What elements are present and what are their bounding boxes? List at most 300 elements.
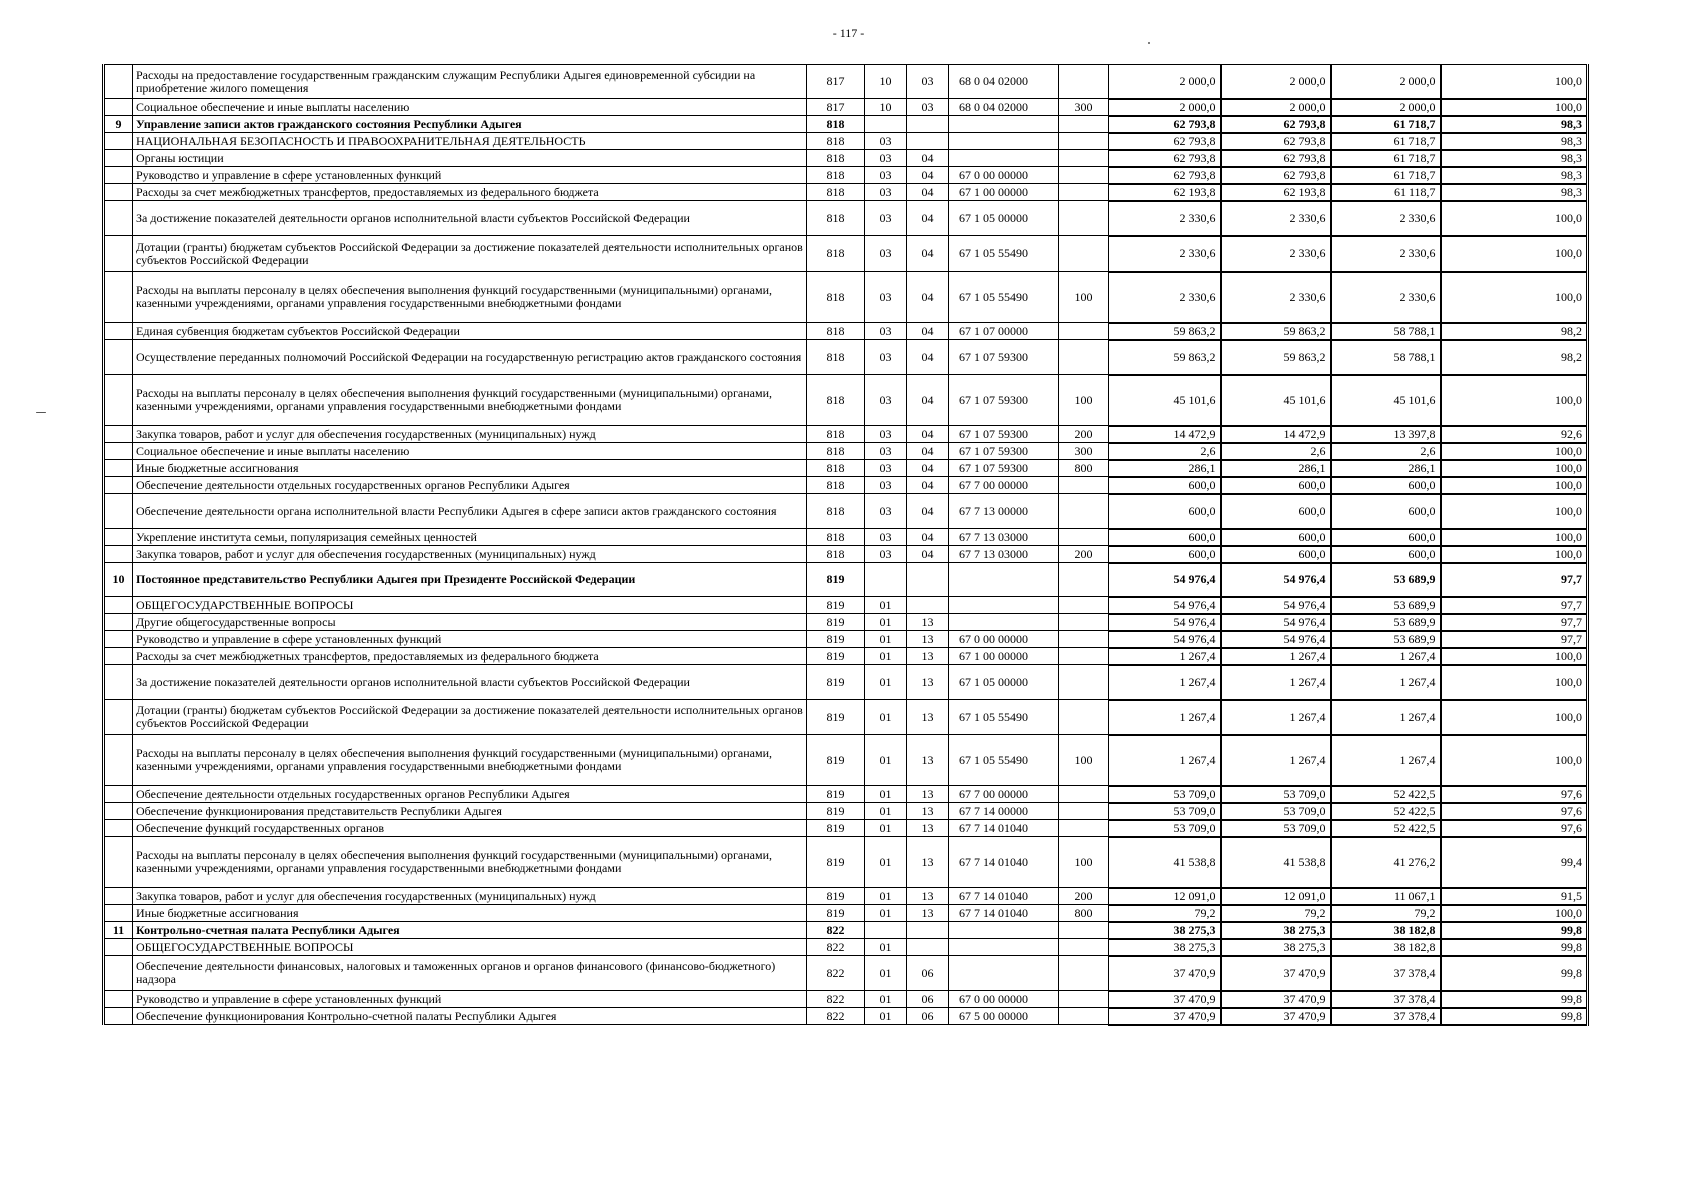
executed-amount: 11 067,1: [1331, 888, 1441, 905]
target-article-code: [949, 614, 1059, 631]
table-row: [104, 116, 1588, 133]
table-row: [104, 272, 1588, 323]
revised-amount: 1 267,4: [1221, 665, 1331, 700]
target-article-code: [949, 939, 1059, 956]
target-article-code: 67 1 05 00000: [949, 665, 1059, 700]
row-number: [104, 820, 133, 837]
target-article-code: [949, 922, 1059, 939]
table-row: [104, 665, 1588, 700]
table-row: [104, 803, 1588, 820]
row-name: Обеспечение деятельности органа исполнительной власти Республики Адыгея в сфере записи актов гражданского состояния: [133, 494, 807, 529]
executed-amount: 41 276,2: [1331, 837, 1441, 888]
expense-type-code: [1059, 65, 1109, 99]
execution-percent: 98,3: [1441, 133, 1588, 150]
table-row: [104, 443, 1588, 460]
row-name: Руководство и управление в сфере установленных функций: [133, 631, 807, 648]
table-row: [104, 99, 1588, 116]
section-code: 03: [865, 133, 907, 150]
table-row: [104, 597, 1588, 614]
approved-amount: 38 275,3: [1109, 922, 1221, 939]
revised-amount: 37 470,9: [1221, 991, 1331, 1008]
section-code: 01: [865, 735, 907, 786]
approved-amount: 2 000,0: [1109, 65, 1221, 99]
approved-amount: 53 709,0: [1109, 820, 1221, 837]
ministry-code: 818: [807, 443, 865, 460]
execution-percent: 97,7: [1441, 614, 1588, 631]
row-number: [104, 340, 133, 375]
subsection-code: 04: [907, 340, 949, 375]
expense-type-code: 800: [1059, 905, 1109, 922]
approved-amount: 1 267,4: [1109, 665, 1221, 700]
revised-amount: 59 863,2: [1221, 323, 1331, 340]
expense-type-code: [1059, 201, 1109, 236]
target-article-code: 67 7 14 01040: [949, 820, 1059, 837]
expense-type-code: [1059, 529, 1109, 546]
table-row: [104, 786, 1588, 803]
executed-amount: 52 422,5: [1331, 803, 1441, 820]
row-name: Расходы на выплаты персоналу в целях обеспечения выполнения функций государственными (муниципальными) органами, казенными учреждениями, органами управления государственными внебюджетными фондами: [133, 735, 807, 786]
execution-percent: 97,7: [1441, 563, 1588, 597]
ministry-code: 819: [807, 597, 865, 614]
approved-amount: 2 000,0: [1109, 99, 1221, 116]
section-code: 01: [865, 803, 907, 820]
row-number: [104, 201, 133, 236]
expense-type-code: [1059, 167, 1109, 184]
expense-type-code: 100: [1059, 375, 1109, 426]
target-article-code: 67 1 05 55490: [949, 735, 1059, 786]
expense-type-code: [1059, 184, 1109, 201]
executed-amount: 2 000,0: [1331, 99, 1441, 116]
executed-amount: 58 788,1: [1331, 323, 1441, 340]
row-number: [104, 529, 133, 546]
executed-amount: 2 000,0: [1331, 65, 1441, 99]
executed-amount: 37 378,4: [1331, 956, 1441, 991]
section-code: 03: [865, 340, 907, 375]
ministry-code: 818: [807, 201, 865, 236]
target-article-code: [949, 116, 1059, 133]
expense-type-code: [1059, 133, 1109, 150]
section-code: 03: [865, 201, 907, 236]
row-name: Расходы на предоставление государственным гражданским служащим Республики Адыгея единовременной субсидии на приобретение жилого помещения: [133, 65, 807, 99]
revised-amount: 600,0: [1221, 546, 1331, 563]
table-row: [104, 65, 1588, 99]
row-name: Постоянное представительство Республики Адыгея при Президенте Российской Федерации: [133, 563, 807, 597]
target-article-code: 68 0 04 02000: [949, 65, 1059, 99]
subsection-code: 13: [907, 648, 949, 665]
revised-amount: 54 976,4: [1221, 631, 1331, 648]
row-name: Управление записи актов гражданского состояния Республики Адыгея: [133, 116, 807, 133]
row-number: [104, 460, 133, 477]
expense-type-code: [1059, 820, 1109, 837]
expense-type-code: [1059, 236, 1109, 272]
section-code: [865, 563, 907, 597]
executed-amount: 600,0: [1331, 529, 1441, 546]
execution-percent: 97,7: [1441, 631, 1588, 648]
section-code: 03: [865, 167, 907, 184]
row-number: [104, 786, 133, 803]
target-article-code: 67 1 07 59300: [949, 426, 1059, 443]
approved-amount: 59 863,2: [1109, 340, 1221, 375]
expense-type-code: 300: [1059, 443, 1109, 460]
row-name: Расходы за счет межбюджетных трансфертов, предоставляемых из федерального бюджета: [133, 648, 807, 665]
execution-percent: 100,0: [1441, 665, 1588, 700]
execution-percent: 99,8: [1441, 1008, 1588, 1025]
section-code: [865, 116, 907, 133]
revised-amount: 14 472,9: [1221, 426, 1331, 443]
ministry-code: 819: [807, 631, 865, 648]
row-name: Обеспечение функционирования представительств Республики Адыгея: [133, 803, 807, 820]
execution-percent: 99,4: [1441, 837, 1588, 888]
target-article-code: 67 1 07 59300: [949, 443, 1059, 460]
ministry-code: 819: [807, 837, 865, 888]
ministry-code: 818: [807, 236, 865, 272]
executed-amount: 2 330,6: [1331, 272, 1441, 323]
execution-percent: 100,0: [1441, 735, 1588, 786]
table-row: [104, 340, 1588, 375]
executed-amount: 600,0: [1331, 477, 1441, 494]
expense-type-code: [1059, 922, 1109, 939]
section-code: 10: [865, 65, 907, 99]
row-number: [104, 905, 133, 922]
approved-amount: 62 793,8: [1109, 150, 1221, 167]
expense-type-code: 200: [1059, 546, 1109, 563]
execution-percent: 97,6: [1441, 820, 1588, 837]
revised-amount: 2 000,0: [1221, 65, 1331, 99]
ministry-code: 818: [807, 375, 865, 426]
row-name: Закупка товаров, работ и услуг для обеспечения государственных (муниципальных) нужд: [133, 546, 807, 563]
section-code: 01: [865, 991, 907, 1008]
target-article-code: 67 0 00 00000: [949, 991, 1059, 1008]
revised-amount: 37 470,9: [1221, 1008, 1331, 1025]
target-article-code: 67 1 05 00000: [949, 201, 1059, 236]
execution-percent: 97,6: [1441, 786, 1588, 803]
ministry-code: 819: [807, 735, 865, 786]
section-code: 03: [865, 184, 907, 201]
table-row: [104, 700, 1588, 735]
approved-amount: 38 275,3: [1109, 939, 1221, 956]
subsection-code: 13: [907, 905, 949, 922]
subsection-code: 06: [907, 956, 949, 991]
execution-percent: 100,0: [1441, 65, 1588, 99]
revised-amount: 62 793,8: [1221, 133, 1331, 150]
subsection-code: 04: [907, 184, 949, 201]
revised-amount: 62 793,8: [1221, 167, 1331, 184]
approved-amount: 1 267,4: [1109, 735, 1221, 786]
ministry-code: 819: [807, 820, 865, 837]
row-number: [104, 614, 133, 631]
executed-amount: 58 788,1: [1331, 340, 1441, 375]
expense-type-code: [1059, 956, 1109, 991]
revised-amount: 53 709,0: [1221, 803, 1331, 820]
ministry-code: 818: [807, 546, 865, 563]
approved-amount: 54 976,4: [1109, 614, 1221, 631]
section-code: 03: [865, 150, 907, 167]
execution-percent: 100,0: [1441, 443, 1588, 460]
row-name: Осуществление переданных полномочий Российской Федерации на государственную регистрацию актов гражданского состояния: [133, 340, 807, 375]
section-code: 01: [865, 614, 907, 631]
approved-amount: 41 538,8: [1109, 837, 1221, 888]
expense-type-code: 200: [1059, 888, 1109, 905]
ministry-code: 818: [807, 494, 865, 529]
row-number: [104, 477, 133, 494]
revised-amount: 59 863,2: [1221, 340, 1331, 375]
subsection-code: 04: [907, 323, 949, 340]
table-row: [104, 837, 1588, 888]
table-row: [104, 323, 1588, 340]
ministry-code: 818: [807, 426, 865, 443]
table-row: [104, 494, 1588, 529]
subsection-code: 04: [907, 236, 949, 272]
approved-amount: 1 267,4: [1109, 700, 1221, 735]
target-article-code: 67 7 13 03000: [949, 529, 1059, 546]
execution-percent: 100,0: [1441, 477, 1588, 494]
approved-amount: 37 470,9: [1109, 956, 1221, 991]
table-row: [104, 375, 1588, 426]
ministry-code: 818: [807, 323, 865, 340]
row-number: 9: [104, 116, 133, 133]
row-name: Иные бюджетные ассигнования: [133, 905, 807, 922]
executed-amount: 13 397,8: [1331, 426, 1441, 443]
row-number: [104, 803, 133, 820]
subsection-code: 13: [907, 735, 949, 786]
execution-percent: 100,0: [1441, 546, 1588, 563]
expense-type-code: 800: [1059, 460, 1109, 477]
target-article-code: [949, 563, 1059, 597]
subsection-code: 04: [907, 443, 949, 460]
executed-amount: 53 689,9: [1331, 563, 1441, 597]
executed-amount: 61 718,7: [1331, 167, 1441, 184]
execution-percent: 98,3: [1441, 116, 1588, 133]
target-article-code: 67 1 05 55490: [949, 700, 1059, 735]
table-row: [104, 477, 1588, 494]
approved-amount: 62 193,8: [1109, 184, 1221, 201]
execution-percent: 98,3: [1441, 167, 1588, 184]
expense-type-code: [1059, 648, 1109, 665]
table-row: [104, 133, 1588, 150]
target-article-code: 67 7 00 00000: [949, 477, 1059, 494]
row-number: 10: [104, 563, 133, 597]
table-row: [104, 460, 1588, 477]
execution-percent: 100,0: [1441, 460, 1588, 477]
table-row: [104, 888, 1588, 905]
executed-amount: 52 422,5: [1331, 820, 1441, 837]
row-name: За достижение показателей деятельности органов исполнительной власти субъектов Российской Федерации: [133, 201, 807, 236]
revised-amount: 2 330,6: [1221, 201, 1331, 236]
execution-percent: 98,2: [1441, 340, 1588, 375]
expense-type-code: [1059, 631, 1109, 648]
ministry-code: 819: [807, 665, 865, 700]
target-article-code: 67 7 13 00000: [949, 494, 1059, 529]
expense-type-code: 100: [1059, 837, 1109, 888]
row-name: Единая субвенция бюджетам субъектов Российской Федерации: [133, 323, 807, 340]
section-code: 01: [865, 631, 907, 648]
approved-amount: 600,0: [1109, 494, 1221, 529]
table-row: [104, 939, 1588, 956]
row-name: Обеспечение функционирования Контрольно-счетной палаты Республики Адыгея: [133, 1008, 807, 1025]
ministry-code: 822: [807, 922, 865, 939]
execution-percent: 100,0: [1441, 272, 1588, 323]
expense-type-code: [1059, 786, 1109, 803]
execution-percent: 98,3: [1441, 150, 1588, 167]
executed-amount: 61 118,7: [1331, 184, 1441, 201]
approved-amount: 286,1: [1109, 460, 1221, 477]
row-name: Руководство и управление в сфере установленных функций: [133, 991, 807, 1008]
section-code: 03: [865, 236, 907, 272]
row-name: Дотации (гранты) бюджетам субъектов Российской Федерации за достижение показателей деятельности исполнительных органов субъектов Российской Федерации: [133, 236, 807, 272]
target-article-code: 67 1 00 00000: [949, 648, 1059, 665]
section-code: 03: [865, 494, 907, 529]
target-article-code: 67 5 00 00000: [949, 1008, 1059, 1025]
revised-amount: 79,2: [1221, 905, 1331, 922]
approved-amount: 54 976,4: [1109, 631, 1221, 648]
executed-amount: 600,0: [1331, 546, 1441, 563]
section-code: 01: [865, 956, 907, 991]
section-code: 10: [865, 99, 907, 116]
approved-amount: 2,6: [1109, 443, 1221, 460]
expense-type-code: [1059, 665, 1109, 700]
row-name: Органы юстиции: [133, 150, 807, 167]
expense-type-code: [1059, 150, 1109, 167]
execution-percent: 99,8: [1441, 922, 1588, 939]
approved-amount: 62 793,8: [1109, 167, 1221, 184]
executed-amount: 61 718,7: [1331, 150, 1441, 167]
expense-type-code: [1059, 939, 1109, 956]
subsection-code: 04: [907, 529, 949, 546]
revised-amount: 1 267,4: [1221, 735, 1331, 786]
ministry-code: 818: [807, 477, 865, 494]
row-name: Расходы за счет межбюджетных трансфертов, предоставляемых из федерального бюджета: [133, 184, 807, 201]
revised-amount: 62 793,8: [1221, 150, 1331, 167]
section-code: 03: [865, 443, 907, 460]
expense-type-code: [1059, 991, 1109, 1008]
revised-amount: 53 709,0: [1221, 786, 1331, 803]
executed-amount: 53 689,9: [1331, 614, 1441, 631]
subsection-code: 04: [907, 150, 949, 167]
row-number: [104, 272, 133, 323]
section-code: 01: [865, 700, 907, 735]
page-number: - 117 -: [832, 26, 865, 40]
row-number: [104, 665, 133, 700]
target-article-code: 67 1 07 59300: [949, 375, 1059, 426]
approved-amount: 62 793,8: [1109, 133, 1221, 150]
scan-speck: [36, 412, 46, 413]
section-code: 03: [865, 546, 907, 563]
subsection-code: 13: [907, 631, 949, 648]
revised-amount: 600,0: [1221, 529, 1331, 546]
section-code: 01: [865, 665, 907, 700]
revised-amount: 53 709,0: [1221, 820, 1331, 837]
expense-type-code: [1059, 614, 1109, 631]
target-article-code: 67 7 14 01040: [949, 905, 1059, 922]
expense-type-code: 200: [1059, 426, 1109, 443]
executed-amount: 45 101,6: [1331, 375, 1441, 426]
execution-percent: 100,0: [1441, 648, 1588, 665]
table-row: [104, 1008, 1588, 1025]
revised-amount: 62 193,8: [1221, 184, 1331, 201]
ministry-code: 818: [807, 460, 865, 477]
ministry-code: 822: [807, 939, 865, 956]
approved-amount: 37 470,9: [1109, 1008, 1221, 1025]
table-row: [104, 991, 1588, 1008]
executed-amount: 1 267,4: [1331, 700, 1441, 735]
revised-amount: 12 091,0: [1221, 888, 1331, 905]
section-code: 01: [865, 597, 907, 614]
approved-amount: 62 793,8: [1109, 116, 1221, 133]
expense-type-code: 300: [1059, 99, 1109, 116]
executed-amount: 286,1: [1331, 460, 1441, 477]
row-number: [104, 546, 133, 563]
revised-amount: 37 470,9: [1221, 956, 1331, 991]
revised-amount: 54 976,4: [1221, 614, 1331, 631]
section-code: 01: [865, 905, 907, 922]
approved-amount: 53 709,0: [1109, 803, 1221, 820]
subsection-code: [907, 922, 949, 939]
row-number: [104, 1008, 133, 1025]
expense-type-code: [1059, 803, 1109, 820]
ministry-code: 819: [807, 614, 865, 631]
executed-amount: 2,6: [1331, 443, 1441, 460]
section-code: [865, 922, 907, 939]
execution-percent: 100,0: [1441, 494, 1588, 529]
target-article-code: [949, 133, 1059, 150]
ministry-code: 822: [807, 956, 865, 991]
row-name: Расходы на выплаты персоналу в целях обеспечения выполнения функций государственными (муниципальными) органами, казенными учреждениями, органами управления государственными внебюджетными фондами: [133, 837, 807, 888]
executed-amount: 61 718,7: [1331, 116, 1441, 133]
revised-amount: 54 976,4: [1221, 597, 1331, 614]
approved-amount: 54 976,4: [1109, 563, 1221, 597]
execution-percent: 100,0: [1441, 700, 1588, 735]
approved-amount: 12 091,0: [1109, 888, 1221, 905]
ministry-code: 818: [807, 150, 865, 167]
approved-amount: 45 101,6: [1109, 375, 1221, 426]
section-code: 01: [865, 820, 907, 837]
execution-percent: 98,3: [1441, 184, 1588, 201]
ministry-code: 822: [807, 1008, 865, 1025]
executed-amount: 37 378,4: [1331, 1008, 1441, 1025]
revised-amount: 45 101,6: [1221, 375, 1331, 426]
execution-percent: 97,7: [1441, 597, 1588, 614]
expense-type-code: [1059, 563, 1109, 597]
subsection-code: [907, 939, 949, 956]
table-row: [104, 236, 1588, 272]
execution-percent: 98,2: [1441, 323, 1588, 340]
target-article-code: [949, 956, 1059, 991]
target-article-code: 67 1 07 59300: [949, 460, 1059, 477]
table-row: [104, 150, 1588, 167]
revised-amount: 2 330,6: [1221, 272, 1331, 323]
table-row: [104, 922, 1588, 939]
table-row: [104, 426, 1588, 443]
subsection-code: 13: [907, 803, 949, 820]
executed-amount: 2 330,6: [1331, 236, 1441, 272]
row-name: Другие общегосударственные вопросы: [133, 614, 807, 631]
row-name: ОБЩЕГОСУДАРСТВЕННЫЕ ВОПРОСЫ: [133, 939, 807, 956]
row-number: [104, 837, 133, 888]
revised-amount: 41 538,8: [1221, 837, 1331, 888]
approved-amount: 54 976,4: [1109, 597, 1221, 614]
row-name: Расходы на выплаты персоналу в целях обеспечения выполнения функций государственными (муниципальными) органами, казенными учреждениями, органами управления государственными внебюджетными фондами: [133, 272, 807, 323]
row-name: Социальное обеспечение и иные выплаты населению: [133, 443, 807, 460]
target-article-code: 67 7 00 00000: [949, 786, 1059, 803]
section-code: 03: [865, 477, 907, 494]
row-number: [104, 648, 133, 665]
scan-speck: [1148, 42, 1150, 44]
row-number: [104, 236, 133, 272]
row-name: Укрепление института семьи, популяризация семейных ценностей: [133, 529, 807, 546]
section-code: 01: [865, 888, 907, 905]
subsection-code: 13: [907, 614, 949, 631]
row-number: [104, 888, 133, 905]
